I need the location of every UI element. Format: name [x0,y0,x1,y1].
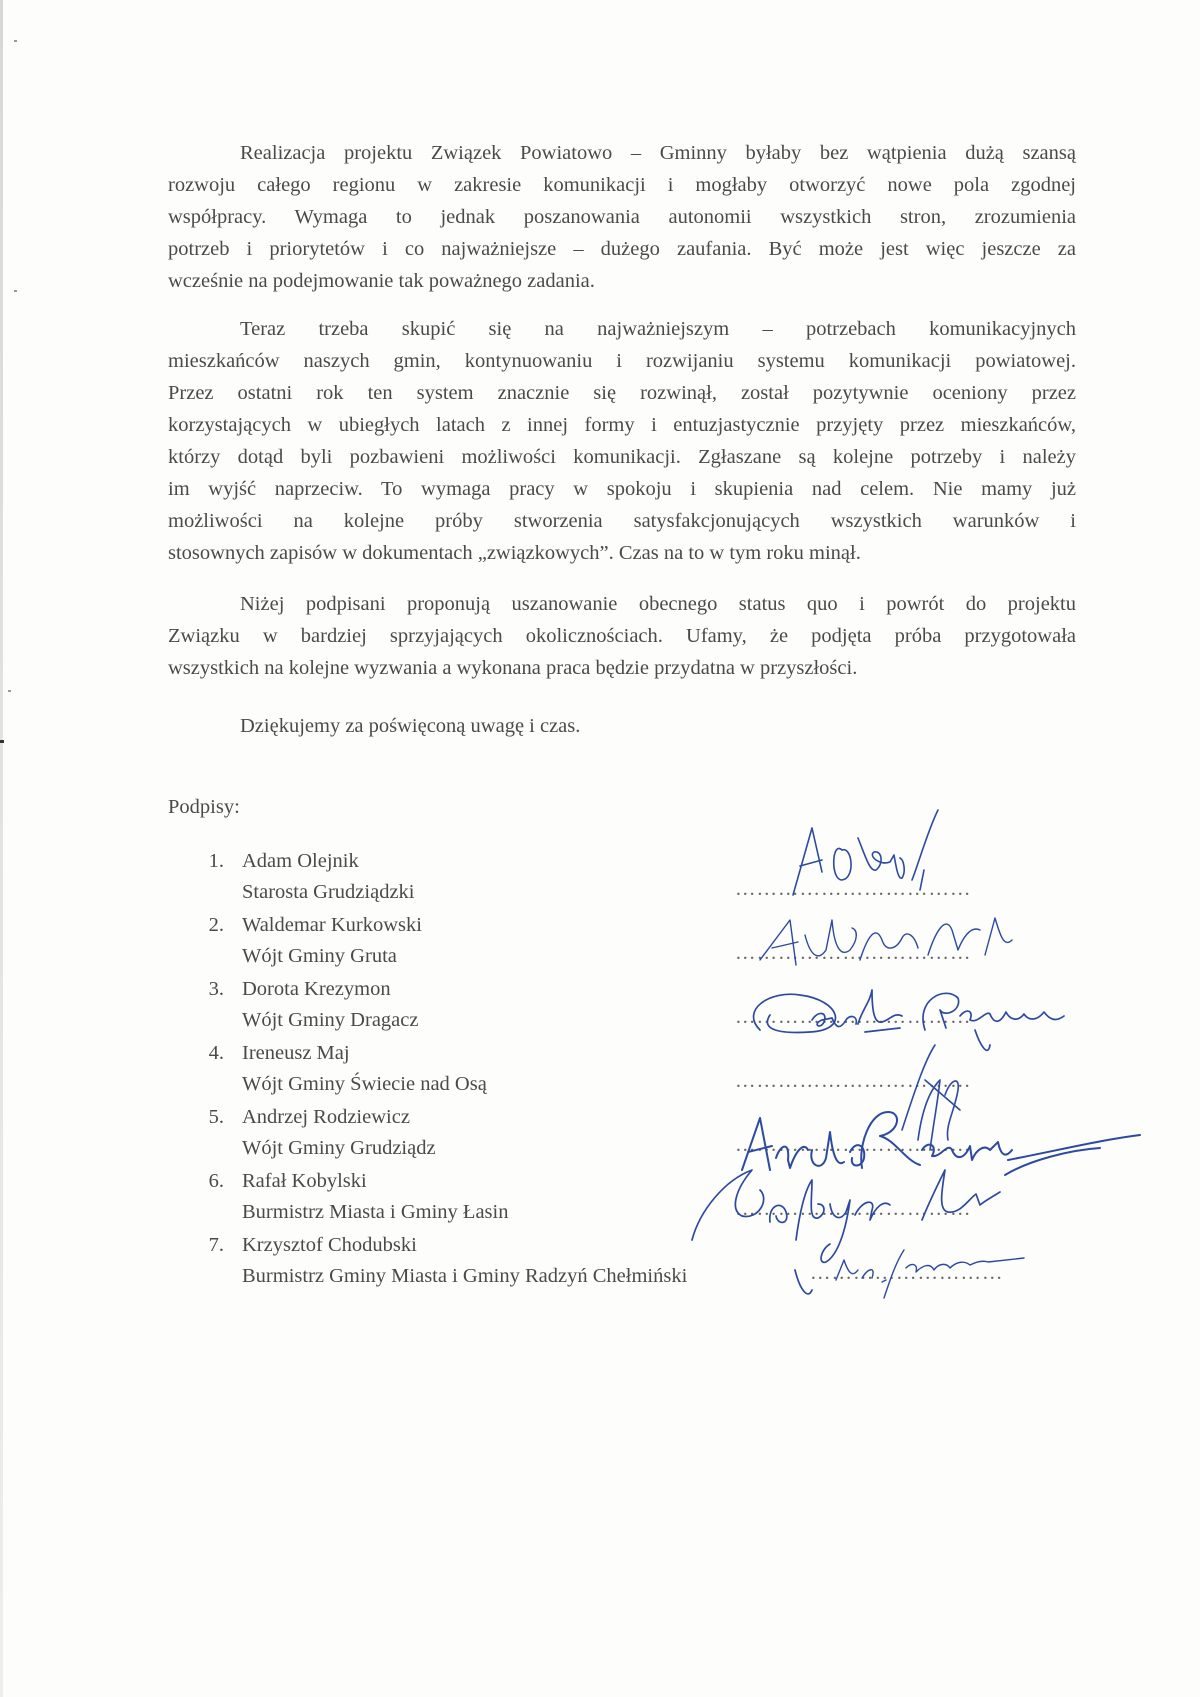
signer-role: Starosta Grudziądzki [242,881,415,903]
paragraph-line: Niżej podpisani proponują uszanowanie obecnego status quo i powrót do projektu [240,593,1076,615]
paragraph-line: rozwoju całego regionu w zakresie komunikacji i mogłaby otworzyć nowe pola zgodnej [168,174,1076,196]
signer-name: Dorota Krezymon [242,978,391,1000]
signer-role: Wójt Gminy Grudziądz [242,1137,436,1159]
signer-role: Burmistrz Miasta i Gminy Łasin [242,1201,509,1223]
signer-name: Rafał Kobylski [242,1170,367,1192]
signer-number: 1. [208,850,224,872]
paragraph-line: mieszkańców naszych gmin, kontynuowaniu i rozwijaniu systemu komunikacji powiatowej. [168,350,1076,372]
paragraph-line: Teraz trzeba skupić się na najważniejszym – potrzebach komunikacyjnych [240,318,1076,340]
signer-entry [200,1170,1080,1234]
paragraph-line: wszystkich na kolejne wyzwania a wykonana praca będzie przydatna w przyszłości. [168,657,858,679]
signer-name: Krzysztof Chodubski [242,1234,417,1256]
paragraph-line: współpracy. Wymaga to jednak poszanowania autonomii wszystkich stron, zrozumienia [168,206,1076,228]
paragraph-line: Związku w bardziej sprzyjających okolicznościach. Ufamy, że podjęta próba przygotowała [168,625,1076,647]
signature-line: …………………………… [735,1006,972,1028]
paragraph-line: korzystających w ubiegłych latach z innej formy i entuzjastycznie przyjęty przez mieszkańców, [168,414,1076,436]
paragraph-1 [168,137,1076,297]
paragraph-line: możliwości na kolejne próby stworzenia satysfakcjonujących wszystkich warunków i [168,510,1076,532]
paragraph-line: Realizacja projektu Związek Powiatowo – Gminny byłaby bez wątpienia dużą szansą [240,142,1076,164]
signature-line: ……………………… [810,1262,1004,1284]
signer-number: 5. [208,1106,224,1128]
signature-line: …………………………… [735,878,972,900]
paragraph-line: Przez ostatni rok ten system znacznie się rozwinął, został pozytywnie oceniony przez [168,382,1076,404]
signatures-label: Podpisy: [168,796,240,818]
signer-name: Waldemar Kurkowski [242,914,422,936]
signer-role: Burmistrz Gminy Miasta i Gminy Radzyń Chełmiński [242,1265,688,1287]
signature-line: …………………………… [735,1198,972,1220]
signer-list [200,850,1080,1298]
paragraph-line: Dziękujemy za poświęconą uwagę i czas. [240,715,581,737]
signer-name: Ireneusz Maj [242,1042,350,1064]
paragraph-line: stosownych zapisów w dokumentach „związkowych”. Czas na to w tym roku minął. [168,542,861,564]
scan-speck [0,740,4,743]
paragraph-line: im wyjść naprzeciw. To wymaga pracy w spokoju i skupienia nad celem. Nie mamy już [168,478,1076,500]
scan-edge [0,0,3,1697]
scan-speck [14,290,17,292]
signer-name: Adam Olejnik [242,850,359,872]
signer-number: 7. [208,1234,224,1256]
scan-speck [14,40,17,42]
signer-role: Wójt Gminy Gruta [242,945,397,967]
signer-entry [200,1106,1080,1170]
signer-entry [200,978,1080,1042]
paragraph-line: którzy dotąd byli pozbawieni możliwości komunikacji. Zgłaszane są kolejne potrzeby i należy [168,446,1076,468]
signer-entry [200,1234,1080,1298]
signer-number: 6. [208,1170,224,1192]
signature-line: …………………………… [735,1070,972,1092]
signer-number: 3. [208,978,224,1000]
signer-entry [200,1042,1080,1106]
signer-entry [200,850,1080,914]
signer-entry [200,914,1080,978]
signer-role: Wójt Gminy Świecie nad Osą [242,1073,487,1095]
signer-number: 4. [208,1042,224,1064]
scan-speck [8,690,11,692]
paragraph-4 [168,710,1076,742]
paragraph-3 [168,588,1076,684]
signature-line: …………………………… [735,1134,972,1156]
paragraph-line: potrzeb i priorytetów i co najważniejsze – dużego zaufania. Być może jest więc jeszcze za [168,238,1076,260]
paragraph-2 [168,313,1076,569]
signature-line: …………………………… [735,942,972,964]
paragraph-line: wcześnie na podejmowanie tak poważnego zadania. [168,270,595,292]
signer-name: Andrzej Rodziewicz [242,1106,410,1128]
signer-role: Wójt Gminy Dragacz [242,1009,419,1031]
signer-number: 2. [208,914,224,936]
